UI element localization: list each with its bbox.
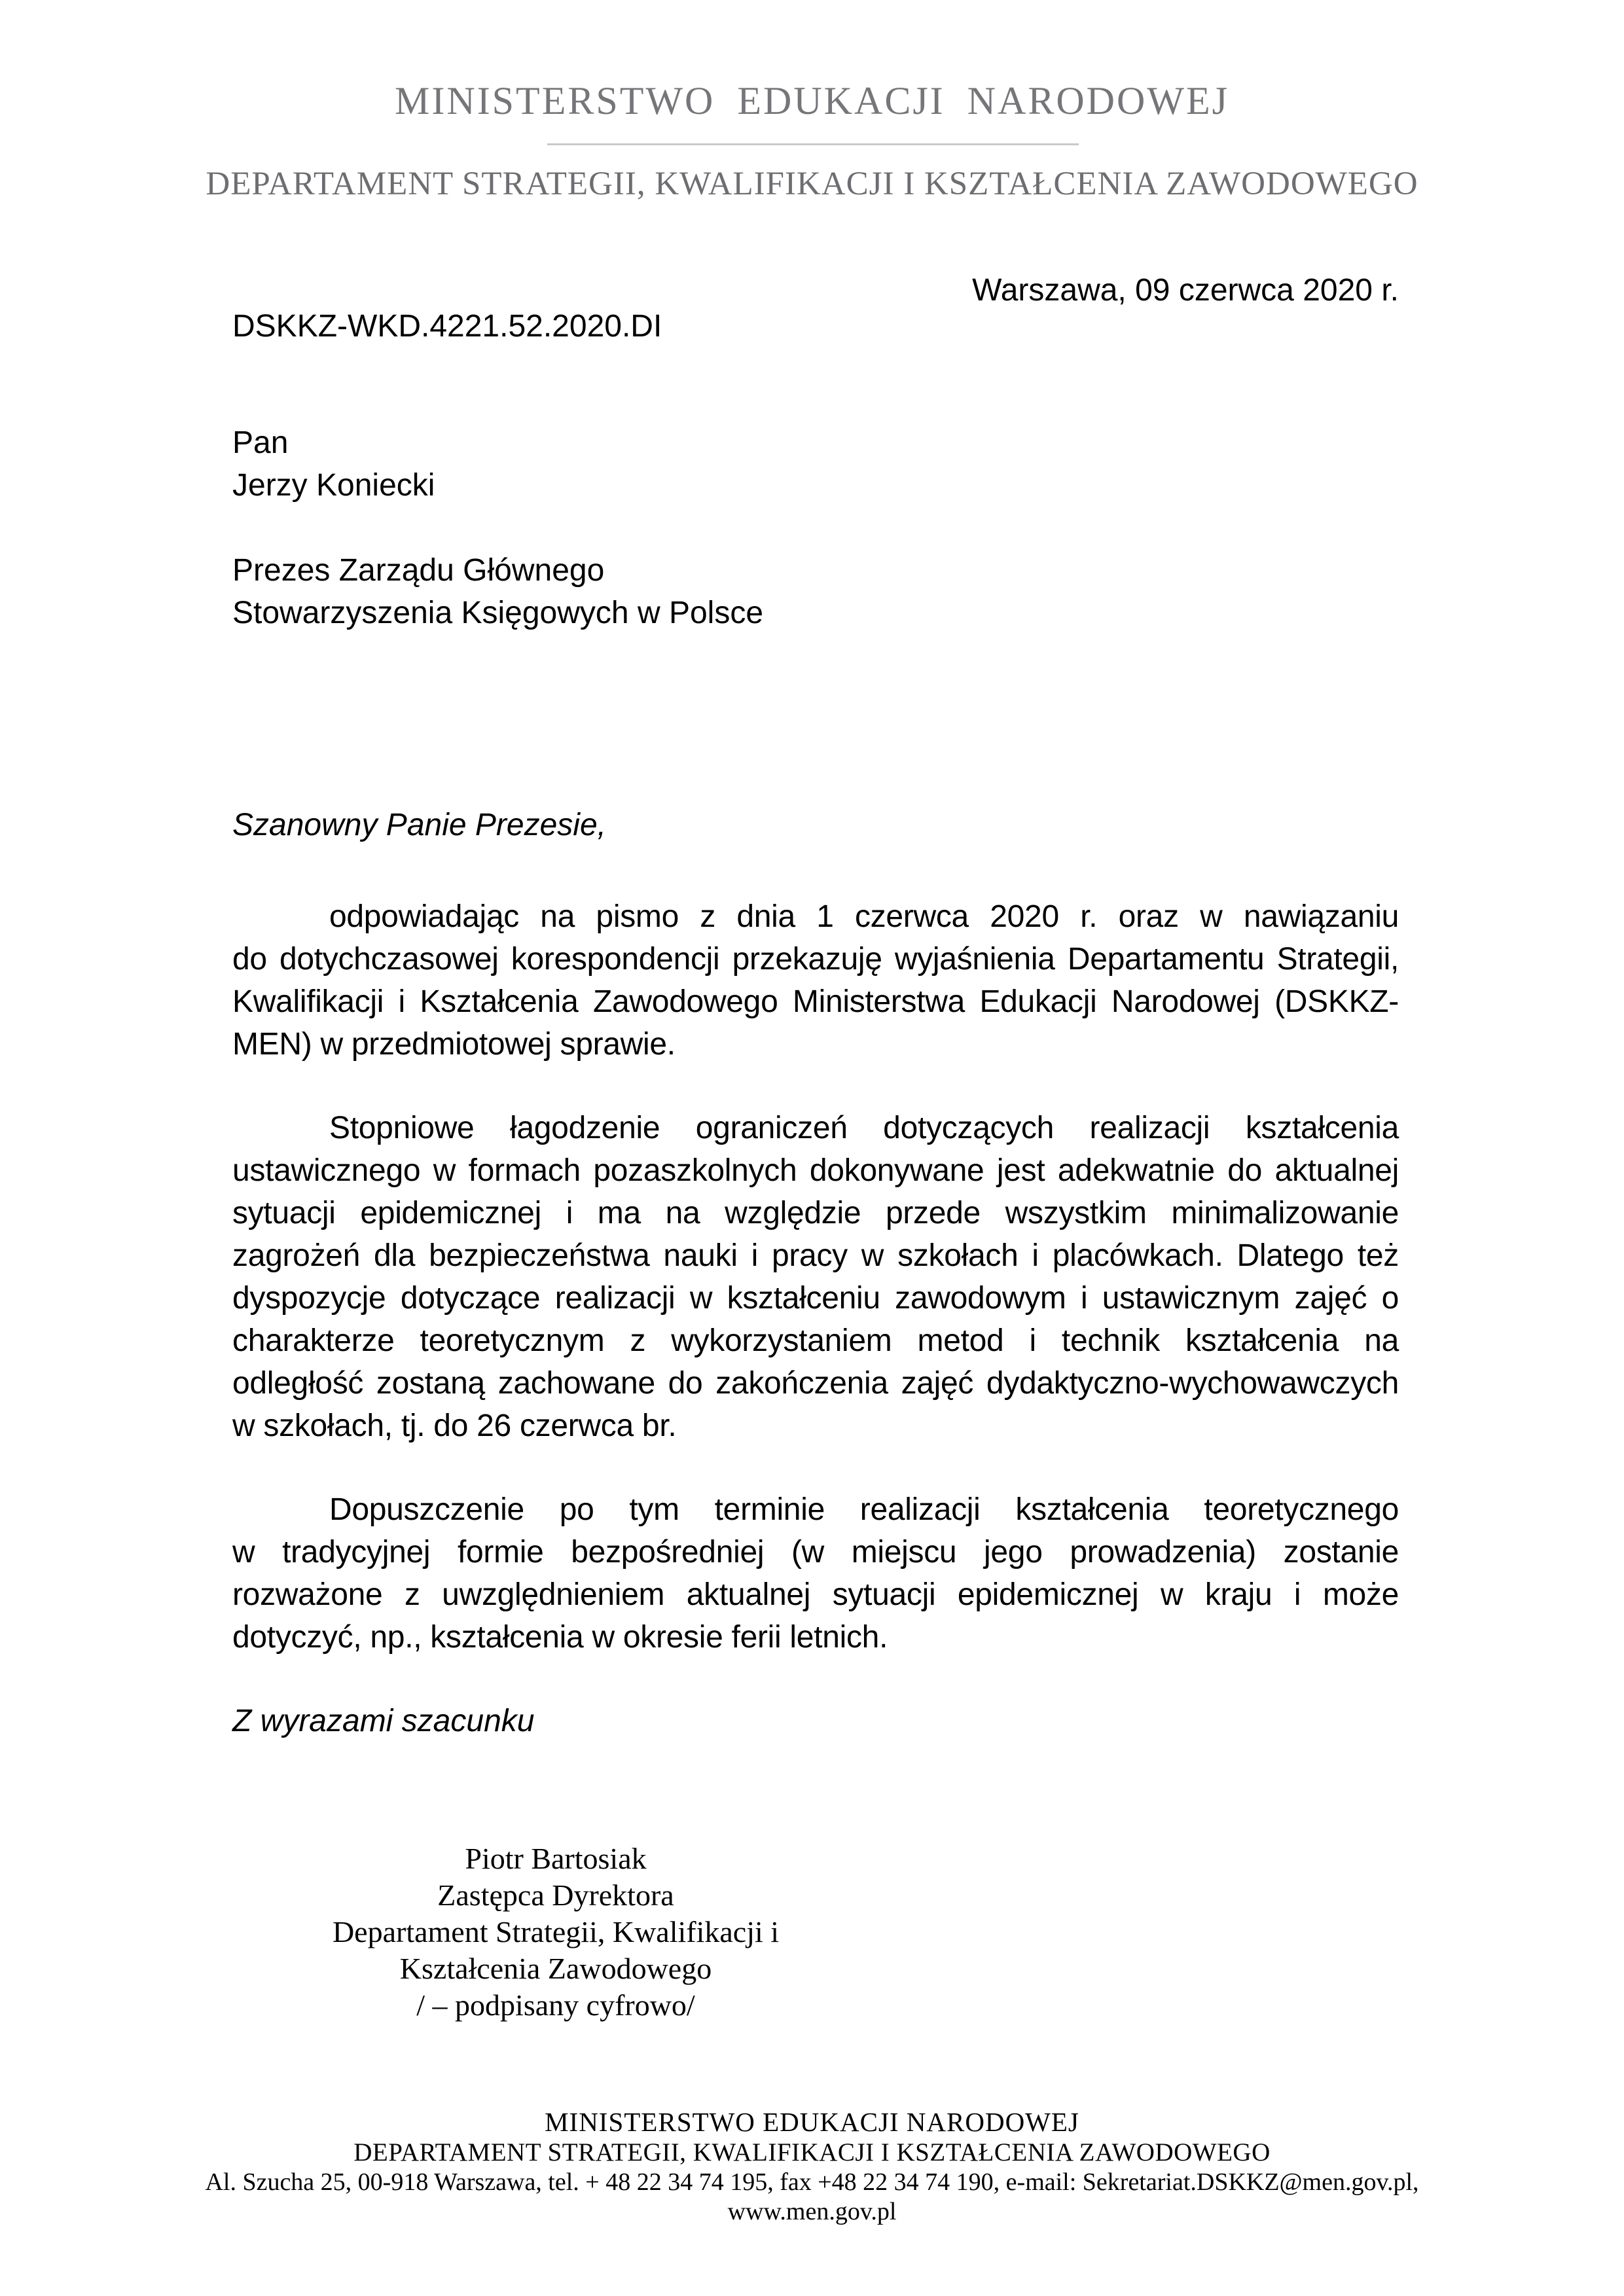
reference-number: DSKKZ-WKD.4221.52.2020.DI xyxy=(232,309,662,344)
salutation: Szanowny Panie Prezesie, xyxy=(232,808,606,842)
ministry-header: MINISTERSTWO EDUKACJI NARODOWEJ xyxy=(395,79,1229,122)
signature-block xyxy=(232,1840,879,2024)
footer-department: DEPARTAMENT STRATEGII, KWALIFIKACJI I KSZTAŁCENIA ZAWODOWEGO xyxy=(353,2138,1271,2166)
recipient-line: Prezes Zarządu Głównego xyxy=(232,553,605,588)
footer-address-contact: Al. Szucha 25, 00-918 Warszawa, tel. + 48 22 34 74 195, fax +48 22 34 74 190, e-mail: Sekretariat.DSKKZ@men.gov.pl, xyxy=(205,2168,1419,2196)
signature-department-line-2: Kształcenia Zawodowego xyxy=(399,1952,712,1985)
footer-ministry: MINISTERSTWO EDUKACJI NARODOWEJ xyxy=(545,2107,1079,2137)
signature-name: Piotr Bartosiak xyxy=(465,1842,647,1875)
recipient-line: Stowarzyszenia Księgowych w Polsce xyxy=(232,596,764,630)
place-date-line: Warszawa, 09 czerwca 2020 r. xyxy=(972,273,1399,308)
body-paragraph-1: odpowiadając na pismo z dnia 1 czerwca 2020 r. oraz w nawiązaniu do dotychczasowej korespondencji przekazuję wyjaśnienia Departamentu Strategii, Kwalifikacji i Kształcenia Zawodowego Ministerstwa Edukacji Narodowej (DSKKZ-MEN) w przedmiotowej sprawie. xyxy=(232,899,1399,1062)
recipient-role-block xyxy=(232,549,763,634)
recipient-line: Jerzy Koniecki xyxy=(232,468,435,503)
signature-title: Zastępca Dyrektora xyxy=(437,1878,674,1912)
recipient-line: Pan xyxy=(232,425,289,460)
letter-body xyxy=(232,804,1399,1742)
header-divider xyxy=(547,143,1079,145)
signature-digital-note: / – podpisany cyfrowo/ xyxy=(416,1988,695,2022)
footer xyxy=(98,2106,1526,2227)
body-paragraph-3: Dopuszczenie po tym terminie realizacji kształcenia teoretycznego w tradycyjnej formie bezpośredniej (w miejscu jego prowadzenia) zostanie rozważone z uwzględnieniem aktualnej sytuacji epidemicznej w kraju i może dotyczyć, np., kształcenia w okresie ferii letnich. xyxy=(232,1492,1399,1655)
footer-website: www.men.gov.pl xyxy=(727,2198,897,2225)
department-header: DEPARTAMENT STRATEGII, KWALIFIKACJI I KSZTAŁCENIA ZAWODOWEGO xyxy=(206,166,1418,202)
closing-phrase: Z wyrazami szacunku xyxy=(232,1704,535,1738)
recipient-name-block xyxy=(232,422,435,507)
body-paragraph-2: Stopniowe łagodzenie ograniczeń dotyczących realizacji kształcenia ustawicznego w formach pozaszkolnych dokonywane jest adekwatnie do aktualnej sytuacji epidemicznej i ma na względzie przede wszystkim minimalizowanie zagrożeń dla bezpieczeństwa nauki i pracy w szkołach i placówkach. Dlatego też dyspozycje dotyczące realizacji w kształceniu zawodowym i ustawicznym zajęć o charakterze teoretycznym z wykorzystaniem metod i technik kształcenia na odległość zostaną zachowane do zakończenia zajęć dydaktyczno-wychowawczych w szkołach, tj. do 26 czerwca br. xyxy=(232,1111,1399,1443)
signature-department-line-1: Departament Strategii, Kwalifikacji i xyxy=(332,1915,780,1948)
